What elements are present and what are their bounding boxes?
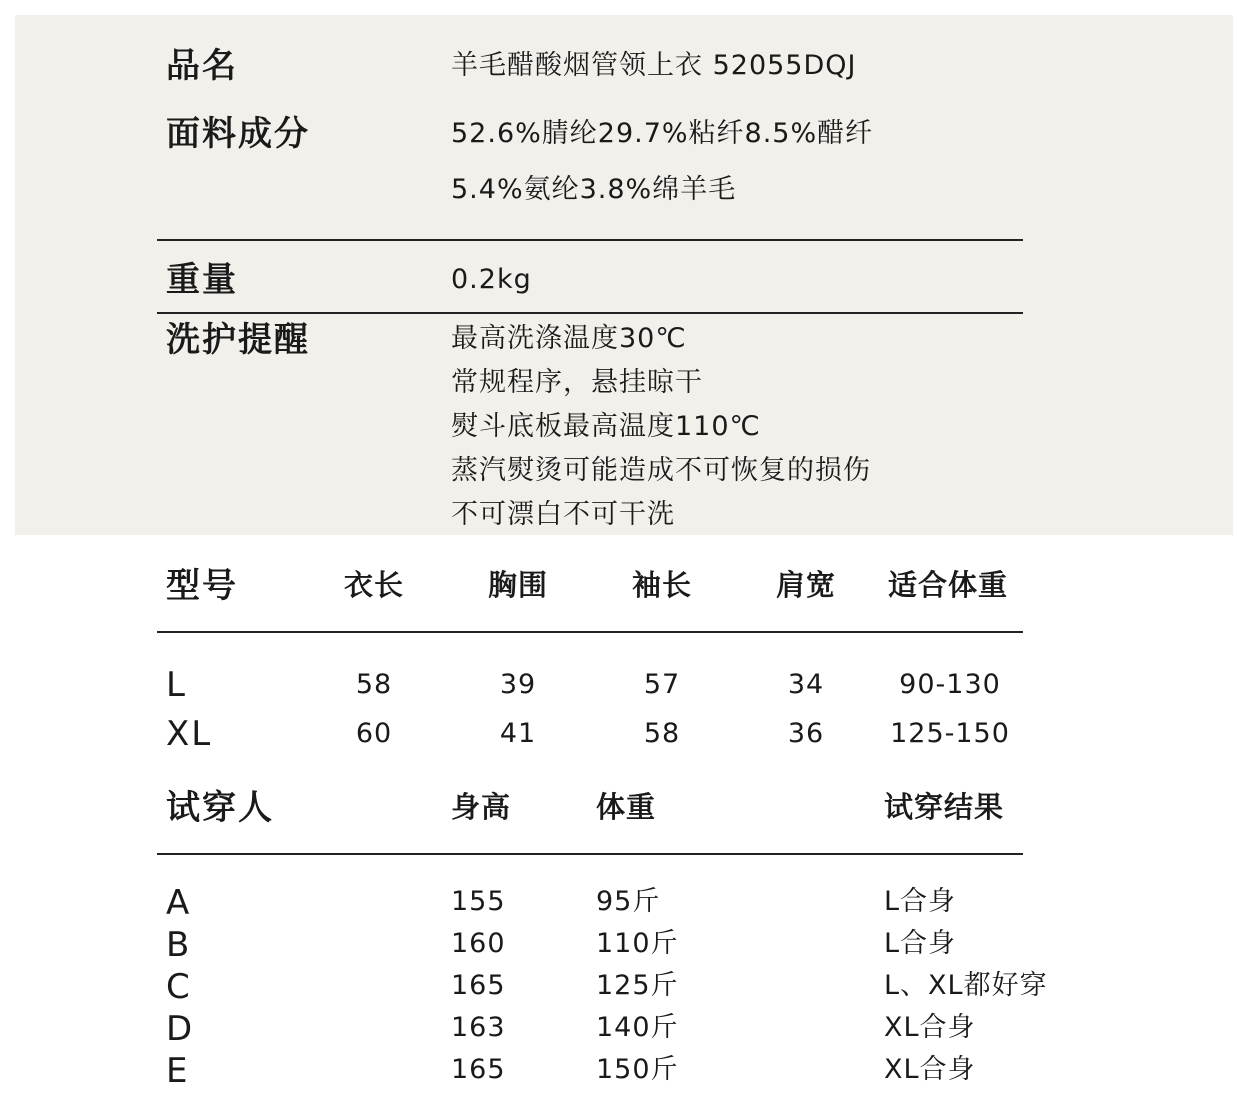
trial-header-result: 试穿结果 (884, 790, 1005, 824)
size-cell: 125-150 (890, 718, 1010, 749)
size-cell: 90-130 (899, 669, 1001, 700)
trial-cell: 163 (451, 1012, 506, 1043)
trial-row-person: C (166, 967, 192, 1007)
size-cell: 39 (499, 669, 537, 700)
size-header-weight: 适合体重 (888, 568, 1009, 602)
trial-cell: XL合身 (884, 1012, 976, 1043)
care-line: 最高洗涤温度30℃ (451, 323, 687, 354)
care-line: 熨斗底板最高温度110℃ (451, 411, 761, 442)
trial-cell: L合身 (884, 928, 957, 959)
weight-value: 0.2kg (451, 264, 532, 295)
trial-cell: 95斤 (596, 886, 661, 917)
trial-cell: 140斤 (596, 1012, 679, 1043)
care-line: 蒸汽熨烫可能造成不可恢复的损伤 (451, 455, 871, 486)
product-name-value: 羊毛醋酸烟管领上衣 52055DQJ (451, 50, 857, 81)
trial-header-height: 身高 (451, 790, 512, 824)
trial-cell: 150斤 (596, 1054, 679, 1085)
size-cell: 36 (787, 718, 825, 749)
trial-cell: 165 (451, 970, 506, 1001)
care-line: 常规程序，悬挂晾干 (451, 367, 703, 398)
size-cell: 41 (499, 718, 537, 749)
trial-cell: L合身 (884, 886, 957, 917)
divider (157, 239, 1023, 241)
divider (157, 631, 1023, 633)
size-cell: 60 (355, 718, 393, 749)
trial-row-person: D (166, 1009, 195, 1049)
size-row-model: XL (166, 714, 213, 754)
size-header-model: 型号 (166, 566, 238, 606)
trial-cell: 125斤 (596, 970, 679, 1001)
trial-row-person: E (166, 1051, 190, 1091)
divider (157, 312, 1023, 314)
size-cell: 57 (643, 669, 681, 700)
size-cell: 58 (355, 669, 393, 700)
trial-cell: 160 (451, 928, 506, 959)
trial-cell: L、XL都好穿 (884, 970, 1048, 1001)
fabric-label: 面料成分 (166, 114, 310, 154)
size-cell: 34 (787, 669, 825, 700)
trial-row-person: A (166, 883, 192, 923)
divider (157, 853, 1023, 855)
trial-header-weight: 体重 (596, 790, 657, 824)
size-header-length: 衣长 (343, 568, 404, 602)
trial-cell: XL合身 (884, 1054, 976, 1085)
size-cell: 58 (643, 718, 681, 749)
care-line: 不可漂白不可干洗 (451, 499, 675, 530)
trial-header-person: 试穿人 (166, 788, 274, 828)
trial-cell: 165 (451, 1054, 506, 1085)
trial-cell: 110斤 (596, 928, 679, 959)
size-header-sleeve: 袖长 (631, 568, 692, 602)
fabric-line-1: 52.6%腈纶29.7%粘纤8.5%醋纤 (451, 118, 874, 149)
size-header-chest: 胸围 (487, 568, 548, 602)
size-header-shoulder: 肩宽 (775, 568, 836, 602)
weight-label: 重量 (166, 260, 238, 300)
trial-row-person: B (166, 925, 192, 965)
size-row-model: L (166, 665, 187, 705)
fabric-line-2: 5.4%氨纶3.8%绵羊毛 (451, 174, 737, 205)
care-label: 洗护提醒 (166, 320, 310, 360)
trial-cell: 155 (451, 886, 506, 917)
product-name-label: 品名 (166, 46, 238, 86)
